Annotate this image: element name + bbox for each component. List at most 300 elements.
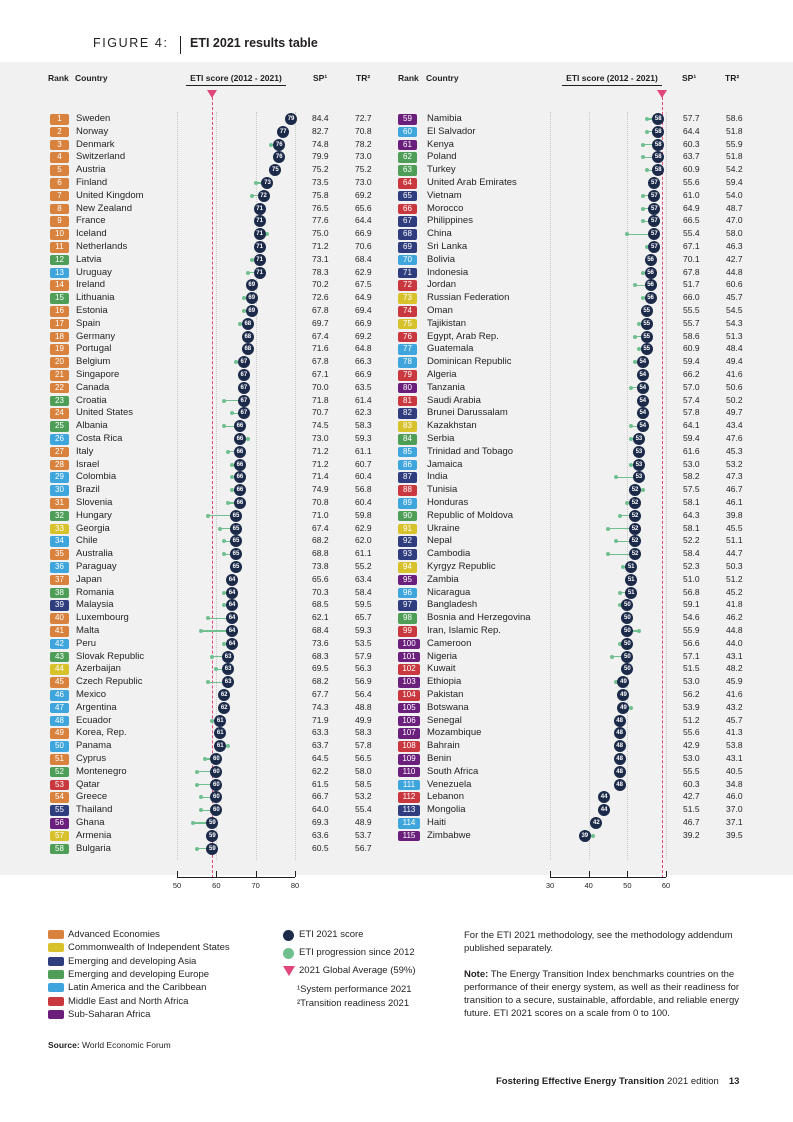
- country-name: Oman: [427, 305, 453, 316]
- eti-score-bubble: 72: [258, 190, 270, 202]
- country-name: India: [427, 471, 448, 483]
- sp-value: 42.7: [683, 791, 700, 802]
- eti-score-bubble: 65: [230, 548, 242, 560]
- sp-value: 60.9: [683, 164, 700, 175]
- results-table-background: [0, 62, 793, 875]
- tr-value: 64.4: [355, 215, 372, 226]
- tr-value: 54.5: [726, 305, 743, 315]
- rank-badge: 112: [398, 792, 420, 803]
- sp-value: 57.7: [683, 113, 700, 123]
- tr-value: 43.1: [726, 753, 743, 763]
- tr-value: 53.5: [355, 637, 372, 648]
- rank-badge: 84: [398, 434, 417, 445]
- sp-value: 67.8: [312, 305, 329, 315]
- sp-value: 63.3: [312, 727, 329, 738]
- country-name: Morocco: [427, 202, 464, 214]
- country-name: Bahrain: [427, 740, 460, 752]
- country-name: Ghana: [76, 817, 105, 828]
- eti-score-bubble: 66: [234, 433, 246, 445]
- methodology-note: For the ETI 2021 methodology, see the methodology addendum published separately.: [464, 930, 733, 954]
- progression-start-dot: [618, 591, 622, 595]
- eti-score-bubble: 64: [226, 625, 238, 637]
- rank-badge: 13: [50, 268, 69, 279]
- sp-value: 68.3: [312, 650, 329, 661]
- rank-badge: 97: [398, 600, 417, 611]
- tr-value: 57.9: [355, 650, 372, 661]
- tr-value: 66.3: [355, 356, 372, 367]
- index-note: [464, 968, 749, 1020]
- rank-badge: 48: [50, 716, 69, 727]
- sp-value: 67.7: [312, 689, 329, 699]
- tr-value: 62.9: [355, 522, 372, 533]
- tr-value: 45.9: [726, 676, 743, 687]
- tr-value: 39.5: [726, 829, 743, 840]
- tr-value: 57.8: [355, 740, 372, 751]
- country-name: Venezuela: [427, 778, 472, 790]
- eti-score-bubble: 57: [648, 190, 660, 202]
- page-number: 13: [728, 1076, 740, 1087]
- tr-value: 59.3: [355, 625, 372, 635]
- sp-value: 71.9: [312, 714, 329, 725]
- legend-region-label: Emerging and developing Asia: [68, 955, 197, 967]
- country-name: Kenya: [427, 138, 454, 150]
- tr-value: 62.9: [355, 266, 372, 277]
- sp-value: 64.0: [312, 804, 329, 815]
- tr-value: 39.8: [726, 509, 743, 520]
- rank-badge: 32: [50, 511, 69, 522]
- rank-badge: 44: [50, 664, 69, 675]
- tr-value: 42.7: [726, 253, 743, 264]
- rank-badge: 93: [398, 549, 417, 560]
- eti-score-bubble: 48: [614, 727, 626, 739]
- rank-badge: 59: [398, 114, 417, 125]
- eti-score-bubble: 44: [598, 791, 610, 803]
- sp-value: 75.0: [312, 228, 329, 239]
- eti-score-bubble: 60: [210, 766, 222, 778]
- sp-value: 55.6: [683, 177, 700, 187]
- eti-score-bubble: 44: [598, 804, 610, 816]
- tr-value: 62.3: [355, 407, 372, 418]
- tr-value: 68.4: [355, 253, 372, 264]
- rank-badge: 111: [398, 780, 420, 791]
- progression-start-dot: [645, 168, 649, 172]
- country-name: China: [427, 228, 452, 240]
- tr-value: 53.2: [726, 458, 743, 469]
- eti-score-bubble: 69: [246, 292, 258, 304]
- rank-badge: 52: [50, 767, 69, 778]
- tr-value: 45.3: [726, 445, 743, 456]
- tr-value: 48.9: [355, 817, 372, 827]
- sp-value: 66.2: [683, 369, 700, 379]
- country-name: Costa Rica: [76, 433, 123, 444]
- rank-badge: 47: [50, 703, 69, 714]
- legend-region-label: Middle East and North Africa: [68, 995, 189, 1007]
- eti-score-bubble: 66: [234, 497, 246, 509]
- country-name: Hungary: [76, 509, 112, 521]
- sp-value: 53.0: [683, 676, 700, 687]
- tr-value: 40.5: [726, 765, 743, 776]
- eti-score-bubble: 68: [242, 343, 254, 355]
- sp-value: 60.3: [683, 138, 700, 149]
- progression-start-dot: [591, 834, 595, 838]
- country-name: Indonesia: [427, 266, 469, 278]
- tr-value: 55.9: [726, 138, 743, 149]
- tr-value: 60.4: [355, 471, 372, 482]
- rank-badge: 72: [398, 280, 417, 291]
- tr-value: 50.2: [726, 394, 743, 405]
- global-average-line: [662, 92, 663, 878]
- rank-badge: 89: [398, 498, 417, 509]
- country-name: Mozambique: [427, 727, 482, 739]
- rank-badge: 35: [50, 549, 69, 560]
- sp-value: 67.8: [683, 266, 700, 277]
- x-axis-tick-label: 60: [661, 881, 671, 890]
- eti-score-bubble: 52: [629, 484, 641, 496]
- eti-score-bubble: 64: [226, 612, 238, 624]
- rank-badge: 109: [398, 754, 420, 765]
- eti-score-bubble: 64: [226, 574, 238, 586]
- tr-value: 60.4: [355, 497, 372, 507]
- country-name: Sweden: [76, 113, 111, 124]
- country-name: Luxembourg: [76, 612, 129, 624]
- country-name: Tanzania: [427, 381, 466, 393]
- tr-value: 51.1: [726, 535, 743, 546]
- gridline: [589, 112, 590, 860]
- header-sp-left: SP¹: [313, 73, 328, 83]
- tr-value: 49.4: [726, 356, 743, 367]
- sp-value: 73.5: [312, 177, 329, 187]
- rank-badge: 23: [50, 396, 69, 407]
- rank-badge: 8: [50, 204, 69, 215]
- progression-start-dot: [226, 450, 230, 454]
- country-name: Latvia: [76, 253, 102, 265]
- tr-value: 56.7: [355, 842, 372, 853]
- rank-badge: 54: [50, 792, 69, 803]
- tr-value: 73.0: [355, 177, 372, 187]
- title-divider: [180, 36, 181, 54]
- tr-value: 45.2: [726, 586, 743, 597]
- eti-score-bubble: 50: [621, 663, 633, 675]
- figure-label: FIGURE 4:: [93, 36, 169, 50]
- rank-badge: 41: [50, 626, 69, 637]
- rank-badge: 100: [398, 639, 420, 650]
- sp-value: 74.3: [312, 701, 329, 712]
- eti-score-bubble: 60: [210, 804, 222, 816]
- country-name: Chile: [76, 535, 98, 547]
- tr-value: 44.8: [726, 625, 743, 635]
- rank-badge: 91: [398, 524, 417, 535]
- progression-start-dot: [641, 207, 645, 211]
- sp-value: 75.8: [312, 189, 329, 200]
- eti-score-bubble: 50: [621, 651, 633, 663]
- rank-badge: 104: [398, 690, 420, 701]
- rank-badge: 40: [50, 613, 69, 624]
- country-name: Trinidad and Tobago: [427, 445, 514, 457]
- sp-value: 63.7: [312, 740, 329, 751]
- eti-score-bubble: 57: [648, 228, 660, 240]
- progression-start-dot: [199, 808, 203, 812]
- country-name: Philippines: [427, 215, 473, 227]
- tr-value: 70.8: [355, 125, 372, 136]
- rank-badge: 90: [398, 511, 417, 522]
- country-name: Bolivia: [427, 253, 455, 265]
- sp-value: 72.6: [312, 292, 329, 303]
- progression-start-dot: [195, 847, 199, 851]
- country-name: Brazil: [76, 484, 100, 496]
- country-name: Iceland: [76, 228, 107, 240]
- eti-score-bubble: 50: [621, 638, 633, 650]
- tr-value: 53.7: [355, 829, 372, 840]
- tr-value: 58.3: [355, 420, 372, 431]
- rank-badge: 4: [50, 152, 69, 163]
- rank-badge: 28: [50, 460, 69, 471]
- rank-badge: 98: [398, 613, 417, 624]
- gridline: [295, 112, 296, 860]
- country-name: Singapore: [76, 369, 120, 380]
- tr-value: 50.6: [726, 381, 743, 392]
- eti-score-bubble: 60: [210, 779, 222, 791]
- tr-value: 69.2: [355, 330, 372, 341]
- country-name: Belgium: [76, 356, 111, 368]
- rank-badge: 75: [398, 319, 417, 330]
- sp-value: 42.9: [683, 740, 700, 751]
- rank-badge: 18: [50, 332, 69, 343]
- rank-badge: 114: [398, 818, 420, 829]
- country-name: Malaysia: [76, 599, 114, 611]
- legend-region-label: Emerging and developing Europe: [68, 968, 210, 980]
- x-axis-tick: [216, 871, 217, 877]
- country-name: Egypt, Arab Rep.: [427, 330, 499, 342]
- tr-value: 48.7: [726, 202, 743, 213]
- x-axis-tick-label: 40: [584, 881, 593, 890]
- progression-start-dot: [218, 527, 222, 531]
- country-name: Senegal: [427, 714, 462, 726]
- rank-badge: 70: [398, 255, 417, 266]
- tr-value: 55.2: [355, 561, 372, 571]
- rank-badge: 19: [50, 344, 69, 355]
- progression-start-dot: [199, 629, 203, 633]
- eti-score-bubble: 76: [273, 139, 285, 151]
- country-name: Mongolia: [427, 804, 466, 816]
- country-name: Azerbaijan: [76, 663, 121, 675]
- country-name: Mexico: [76, 689, 107, 700]
- sp-value: 63.7: [683, 151, 700, 162]
- rank-badge: 62: [398, 152, 417, 163]
- tr-value: 58.4: [355, 586, 372, 597]
- header-tr-right: TR²: [725, 73, 740, 83]
- eti-score-bubble: 75: [269, 164, 281, 176]
- country-name: France: [76, 215, 106, 227]
- country-name: Czech Republic: [76, 676, 143, 688]
- country-name: Finland: [76, 177, 108, 188]
- rank-badge: 65: [398, 191, 417, 202]
- eti-score-bubble: 54: [637, 407, 649, 419]
- sp-value: 73.8: [312, 561, 329, 571]
- rank-badge: 50: [50, 741, 69, 752]
- x-axis-tick-label: 50: [172, 881, 182, 890]
- country-name: Lithuania: [76, 292, 115, 304]
- country-name: Argentina: [76, 701, 117, 713]
- eti-score-bubble: 66: [234, 446, 246, 458]
- eti-score-bubble: 55: [641, 305, 653, 317]
- tr-value: 62.0: [355, 535, 372, 546]
- country-name: Israel: [76, 458, 100, 470]
- rank-badge: 57: [50, 831, 69, 842]
- rank-badge: 21: [50, 370, 69, 381]
- rank-badge: 1: [50, 114, 69, 125]
- sp-value: 59.4: [683, 433, 700, 443]
- tr-value: 48.4: [726, 343, 743, 354]
- eti-score-bubble: 56: [645, 279, 657, 291]
- sp-value: 82.7: [312, 125, 329, 136]
- eti-score-bubble: 49: [617, 676, 629, 688]
- sp-value: 74.9: [312, 484, 329, 495]
- eti-score-bubble: 61: [214, 740, 226, 752]
- eti-score-bubble: 58: [652, 151, 664, 163]
- rank-badge: 55: [50, 805, 69, 816]
- eti-score-bubble: 52: [629, 497, 641, 509]
- country-name: South Africa: [427, 765, 479, 777]
- sp-value: 58.1: [683, 497, 700, 507]
- country-name: Estonia: [76, 305, 108, 316]
- eti-score-bubble: 52: [629, 510, 641, 522]
- country-name: Algeria: [427, 369, 457, 380]
- sp-value: 46.7: [683, 817, 700, 827]
- eti-score-bubble: 51: [625, 574, 637, 586]
- rank-badge: 115: [398, 831, 420, 842]
- sp-value: 51.5: [683, 663, 700, 674]
- eti-score-bubble: 52: [629, 548, 641, 560]
- eti-score-bubble: 48: [614, 753, 626, 765]
- sp-value: 62.2: [312, 765, 329, 776]
- progression-start-dot: [641, 143, 645, 147]
- sp-value: 56.8: [683, 586, 700, 597]
- eti-score-bubble: 54: [637, 420, 649, 432]
- legend-average-label: 2021 Global Average (59%): [299, 965, 416, 976]
- page-footer: [496, 1076, 739, 1087]
- progression-start-dot: [254, 181, 258, 185]
- rank-badge: 82: [398, 408, 417, 419]
- eti-score-bubble: 54: [637, 369, 649, 381]
- sp-value: 55.7: [683, 317, 700, 328]
- rank-badge: 56: [50, 818, 69, 829]
- country-name: Brunei Darussalam: [427, 407, 508, 419]
- tr-value: 56.5: [355, 753, 372, 763]
- eti-score-bubble: 52: [629, 523, 641, 535]
- eti-score-bubble: 65: [230, 535, 242, 547]
- eti-score-bubble: 63: [222, 663, 234, 675]
- sp-value: 59.1: [683, 599, 700, 610]
- tr-value: 47.0: [726, 215, 743, 226]
- figure-title: ETI 2021 results table: [190, 36, 318, 50]
- country-name: Malta: [76, 625, 100, 636]
- x-axis-line: [177, 877, 295, 878]
- rank-badge: 108: [398, 741, 420, 752]
- country-name: Jordan: [427, 279, 457, 291]
- rank-badge: 6: [50, 178, 69, 189]
- country-name: United Arab Emirates: [427, 177, 517, 188]
- progression-start-dot: [618, 514, 622, 518]
- rank-badge: 60: [398, 127, 417, 138]
- eti-score-bubble: 66: [234, 471, 246, 483]
- eti-score-bubble: 48: [614, 740, 626, 752]
- country-name: Dominican Republic: [427, 356, 512, 368]
- eti-score-bubble: 62: [218, 702, 230, 714]
- sp-value: 73.1: [312, 253, 329, 264]
- gridline: [666, 112, 667, 860]
- eti-score-bubble: 56: [645, 292, 657, 304]
- gridline: [550, 112, 551, 860]
- rank-badge: 88: [398, 485, 417, 496]
- tr-value: 34.8: [726, 778, 743, 789]
- country-name: Vietnam: [427, 189, 462, 201]
- eti-score-bubble: 65: [230, 561, 242, 573]
- header-sp-right: SP¹: [682, 73, 697, 83]
- eti-score-bubble: 57: [648, 203, 660, 215]
- tr-value: 65.7: [355, 612, 372, 623]
- sp-value: 53.0: [683, 753, 700, 763]
- country-name: Peru: [76, 637, 97, 649]
- eti-score-bubble: 58: [652, 164, 664, 176]
- country-name: United States: [76, 407, 134, 419]
- sp-value: 51.5: [683, 804, 700, 815]
- eti-score-dot-icon: [283, 930, 294, 941]
- eti-score-bubble: 65: [230, 523, 242, 535]
- sp-value: 61.5: [312, 778, 329, 789]
- sp-value: 78.3: [312, 266, 329, 277]
- legend-region-label: Commonwealth of Independent States: [68, 942, 230, 954]
- eti-score-bubble: 57: [648, 241, 660, 253]
- rank-badge: 22: [50, 383, 69, 394]
- eti-score-bubble: 49: [617, 689, 629, 701]
- country-name: Australia: [76, 548, 113, 560]
- sp-value: 66.0: [683, 292, 700, 303]
- global-average-marker-icon: [657, 90, 667, 98]
- sp-value: 56.2: [683, 689, 700, 699]
- eti-score-bubble: 71: [254, 228, 266, 240]
- note-text: The Energy Transition Index benchmarks countries on the performance of their energy system, as well as their readiness for transition to a secure, sustainable, affordable, and reliable energy future. ETI 2021 scores on a scale from 0 to 100.: [464, 969, 740, 1019]
- country-name: Ethiopia: [427, 676, 462, 688]
- eti-score-bubble: 54: [637, 395, 649, 407]
- sp-value: 75.2: [312, 164, 329, 175]
- country-name: Greece: [76, 791, 108, 803]
- sp-value: 68.2: [312, 535, 329, 546]
- progression-start-dot: [191, 821, 195, 825]
- country-name: Cameroon: [427, 637, 472, 649]
- sp-value: 63.6: [312, 829, 329, 840]
- footer-title: Fostering Effective Energy Transition: [496, 1076, 665, 1087]
- rank-badge: 99: [398, 626, 417, 637]
- sp-value: 51.0: [683, 573, 700, 584]
- eti-score-bubble: 60: [210, 753, 222, 765]
- eti-score-bubble: 55: [641, 331, 653, 343]
- eti-score-bubble: 63: [222, 651, 234, 663]
- legend-region-label: Sub-Saharan Africa: [68, 1008, 151, 1020]
- footer-edition: 2021 edition: [664, 1076, 719, 1087]
- eti-score-bubble: 49: [617, 702, 629, 714]
- tr-value: 56.9: [355, 676, 372, 687]
- rank-badge: 71: [398, 268, 417, 279]
- country-name: Slovenia: [76, 497, 113, 508]
- tr-value: 44.0: [726, 637, 743, 648]
- legend-swatch: [48, 943, 64, 952]
- sp-value: 58.1: [683, 522, 700, 533]
- eti-score-bubble: 67: [238, 356, 250, 368]
- country-name: Romania: [76, 586, 115, 598]
- sp-value: 54.6: [683, 612, 700, 623]
- sp-value: 70.1: [683, 253, 700, 264]
- rank-badge: 42: [50, 639, 69, 650]
